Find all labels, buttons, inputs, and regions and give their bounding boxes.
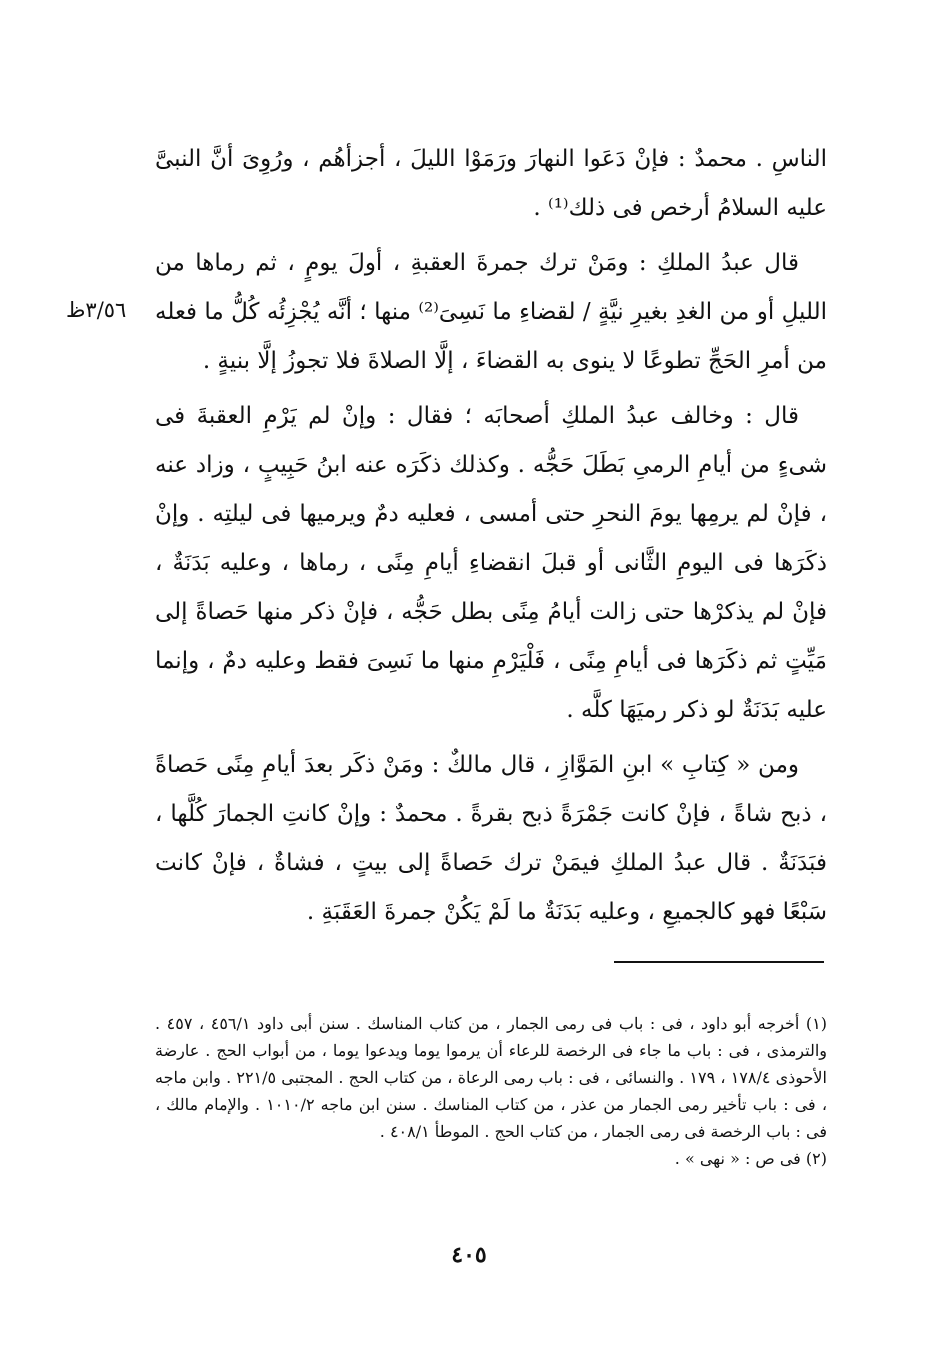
paragraph: قال عبدُ الملكِ : ومَنْ ترك جمرةَ العقبةِ ، أولَ يومٍ ، ثم رماها من الليلِ أو من الغدِ بغيرِ نيَّةٍ / لقضاءِ ما نَسِىَ⁽²⁾ منها ؛ أنَّه يُجْزِئُه كُلُّ ما فعله من أمرِ الحَجِّ تطوعًا لا ينوى به القضاءَ ، إلَّا الصلاةَ فلا تجوزُ إلَّا بنيةٍ . [155, 250, 827, 374]
page-number: ٤٠٥ [451, 1242, 487, 1268]
paragraph: قال : وخالف عبدُ الملكِ أصحابَه ؛ فقال : وإنْ لم يَرْمِ العقبةَ فى شىءٍ من أيامِ الرمىِ بَطَلَ حَجُّه . وكذلك ذكَرَه عنه ابنُ حَبِيبٍ ، وزاد عنه ، فإنْ لم يرمِها يومَ النحرِ حتى أمسى ، فعليه دمٌ ويرميها فى ليلتِه . وإنْ ذكَرَها فى اليومِ الثَّانى أو قبلَ انقضاءِ أيامِ مِنًى ، رماها ، وعليه بَدَنَةٌ ، فإنْ لم يذكرْها حتى زالت أيامُ مِنًى بطل حَجُّه ، فإنْ ذكر منها حَصاةً إلى مَيِّتٍ ثم ذكَرَها فى أيامِ مِنًى ، فَلْيَرْمِ منها ما نَسِىَ فقط وعليه دمٌ ، وإنما عليه بَدَنَةٌ لو ذكر رميَهَا كلَّه . [155, 403, 827, 723]
paragraph: الناسِ . محمدٌ : فإنْ دَعَوا النهارَ ورَمَوْا الليلَ ، أجزأهُم ، ورُوِىَ أنَّ النبىَّ عليه السلامُ أرخص فى ذلك⁽¹⁾ . [155, 146, 827, 221]
footnote: (١) أخرجه أبو داود ، فى : باب فى رمى الجمار ، من كتاب المناسك . سنن أبى داود ٤٥٦/١ ، ٤٥٧ . والترمذى ، فى : باب ما جاء فى الرخصة للرعاء أن يرموا يوما ويدعوا يوما ، من أبواب الحج . عارضة الأحوذى ١٧٨/٤ ، ١٧٩ . والنسائى ، فى : باب رمى الرعاة ، من كتاب الحج . المجتبى ٢٢١/٥ . وابن ماجه ، فى : باب تأخير رمى الجمار من عذر ، من كتاب المناسك . سنن ابن ماجه ١٠١٠/٢ . والإمام مالك ، فى : باب الرخصة فى رمى الجمار ، من كتاب الحج . الموطأ ٤٠٨/١ . [155, 1014, 828, 1141]
footnote: (٢) فى ص : « نهى » . [674, 1149, 827, 1168]
manuscript-folio-note: ٣/٥٦ظ [66, 298, 127, 322]
main-text [155, 135, 827, 937]
footnote-divider [614, 961, 824, 963]
paragraph: ومن « كِتابِ » ابنِ المَوَّازِ ، قال مالكٌ : ومَنْ ذكَر بعدَ أيامِ مِنًى حَصاةً ، ذبح شاةً ، فإنْ كانت جَمْرَةً ذبح بقرةً . محمدٌ : وإنْ كانتِ الجمارَ كُلَّها ، فبَدَنَةٌ . قال عبدُ الملكِ فيمَنْ ترك حَصاةً إلى بيتٍ ، فشاةٌ ، فإنْ كانت سَبْعًا فهو كالجميعِ ، وعليه بَدَنَةٌ ما لَمْ يَكُنْ جمرةَ العَقَبَةِ . [155, 752, 827, 925]
footnotes [155, 1010, 827, 1172]
